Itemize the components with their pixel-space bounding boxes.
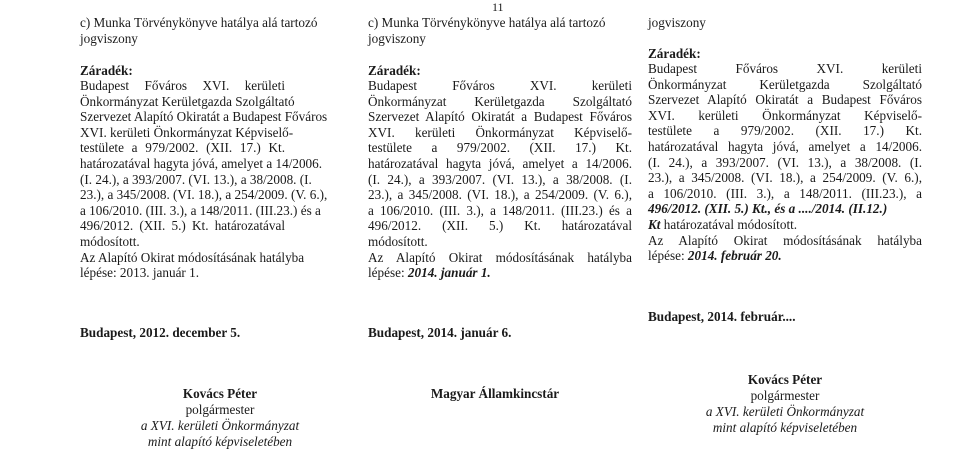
effect-line: Az Alapító Okirat módosításának hatályba	[80, 249, 305, 265]
clause-line: határozatával hagyta jóvá, amelyet a 14/2006.	[80, 155, 323, 171]
clause-line: 23.), a 345/2008. (VI. 18.), a 254/2009. (V. 6.),	[368, 187, 632, 203]
clause-line: testülete a 979/2002. (XII. 17.) Kt.	[648, 123, 922, 139]
effect-date: 2014. január 1.	[407, 265, 491, 281]
clause-line: Önkormányzat Kerületgazda Szolgáltató	[648, 76, 922, 92]
clause-line: testülete a 979/2002. (XII. 17.) Kt.	[80, 140, 285, 156]
signer-org: a XVI. kerületi Önkormányzat	[705, 404, 865, 419]
signature-block-3	[680, 372, 890, 436]
signer-name: Kovács Péter	[747, 372, 823, 387]
clause-line: (I. 24.), a 393/2007. (VI. 13.), a 38/2008. (I.	[648, 154, 922, 170]
signer-title: polgármester	[185, 402, 255, 417]
signature-block-1	[115, 386, 325, 450]
clause-title: Záradék:	[368, 63, 421, 78]
effect-date: 2014. február 20.	[687, 248, 782, 264]
clause-line: Szervezet Alapító Okiratát a Budapest Főváros	[80, 109, 328, 125]
signing-date: Budapest, 2014. január 6.	[368, 325, 512, 340]
clause-line: 496/2012. (XII. 5.) Kt., és a ..../2014. (II.12.)	[648, 201, 888, 217]
clause-line: (I. 24.), a 393/2007. (VI. 13.), a 38/2008. (I.	[80, 171, 312, 187]
heading-line-1: c) Munka Törvénykönyve hatálya alá tartozó	[80, 15, 318, 30]
clause-line: a 106/2010. (III. 3.), a 148/2011. (III.23.) és a	[80, 202, 321, 218]
clause-line: a 106/2010. (III. 3.), a 148/2011. (III.23.) és a	[368, 202, 632, 218]
heading-line-2: jogviszony	[80, 31, 138, 46]
signing-date: Budapest, 2012. december 5.	[80, 325, 241, 340]
signer-title: polgármester	[750, 388, 820, 403]
clause-title: Záradék:	[80, 63, 133, 78]
clause-body	[648, 61, 922, 264]
clause-line: Szervezet Alapító Okiratát a Budapest Főváros	[368, 109, 632, 125]
clause-line: testülete a 979/2002. (XII. 17.) Kt.	[368, 140, 632, 156]
page-number: 11	[492, 0, 504, 14]
clause-body	[80, 78, 328, 281]
kt-italic: Kt	[648, 216, 661, 232]
clause-line: Önkormányzat Kerületgazda Szolgáltató	[80, 93, 295, 109]
signer-name: Kovács Péter	[182, 386, 258, 401]
signer-role: mint alapító képviseletében	[147, 434, 293, 449]
clause-line: módosított.	[80, 233, 140, 249]
clause-line: (I. 24.), a 393/2007. (VI. 13.), a 38/2008. (I.	[368, 171, 632, 187]
effect-line: Az Alapító Okirat módosításának hatályba	[648, 232, 922, 248]
clause-line: 23.), a 345/2008. (VI. 18.), a 254/2009. (V. 6.),	[80, 187, 328, 203]
clause-line: 496/2012. (XII. 5.) Kt. határozatával	[368, 218, 632, 234]
effect-prefix: lépése:	[648, 248, 688, 264]
clause-line: Szervezet Alapító Okiratát a Budapest Főváros	[648, 92, 922, 108]
clause-line	[648, 217, 922, 233]
clause-line: Önkormányzat Kerületgazda Szolgáltató	[368, 93, 632, 109]
clause-body	[368, 78, 632, 281]
clause-line: módosított.	[368, 233, 428, 249]
effect-line	[368, 265, 632, 281]
clause-line: Budapest Főváros XVI. kerületi	[368, 78, 632, 93]
clause-line: 23.), a 345/2008. (VI. 18.), a 254/2009. (V. 6.),	[648, 170, 922, 186]
clause-line: határozatával hagyta jóvá, amelyet a 14/2006.	[648, 138, 922, 154]
clause-line: 496/2012. (XII. 5.) Kt. határozatával	[80, 218, 285, 234]
heading-line: jogviszony	[648, 15, 706, 30]
signer-org: a XVI. kerületi Önkormányzat	[140, 418, 300, 433]
clause-line: Budapest Főváros XVI. kerületi	[648, 61, 922, 76]
signer-name: Magyar Államkincstár	[430, 386, 560, 401]
signature-block-2	[395, 386, 595, 402]
effect-line: lépése: 2013. január 1.	[80, 265, 200, 281]
clause-line: Budapest Főváros XVI. kerületi	[80, 78, 285, 93]
kt-rest: határozatával módosított.	[660, 216, 798, 232]
signing-date: Budapest, 2014. február....	[648, 309, 796, 324]
clause-title: Záradék:	[648, 46, 701, 61]
heading-line-2: jogviszony	[368, 31, 426, 46]
effect-prefix: lépése:	[368, 265, 408, 281]
signer-role: mint alapító képviseletében	[712, 420, 858, 435]
clause-line: XVI. kerületi Önkormányzat Képviselő-	[368, 124, 632, 140]
heading-line-1: c) Munka Törvénykönyve hatálya alá tartozó	[368, 15, 606, 30]
clause-line: a 106/2010. (III. 3.), a 148/2011. (III.23.), a	[648, 185, 922, 201]
effect-line: Az Alapító Okirat módosításának hatályba	[368, 249, 632, 265]
effect-line	[648, 248, 922, 264]
clause-line: XVI. kerületi Önkormányzat Képviselő-	[648, 107, 922, 123]
clause-line: határozatával hagyta jóvá, amelyet a 14/2006.	[368, 155, 632, 171]
clause-line: XVI. kerületi Önkormányzat Képviselő-	[80, 124, 294, 140]
